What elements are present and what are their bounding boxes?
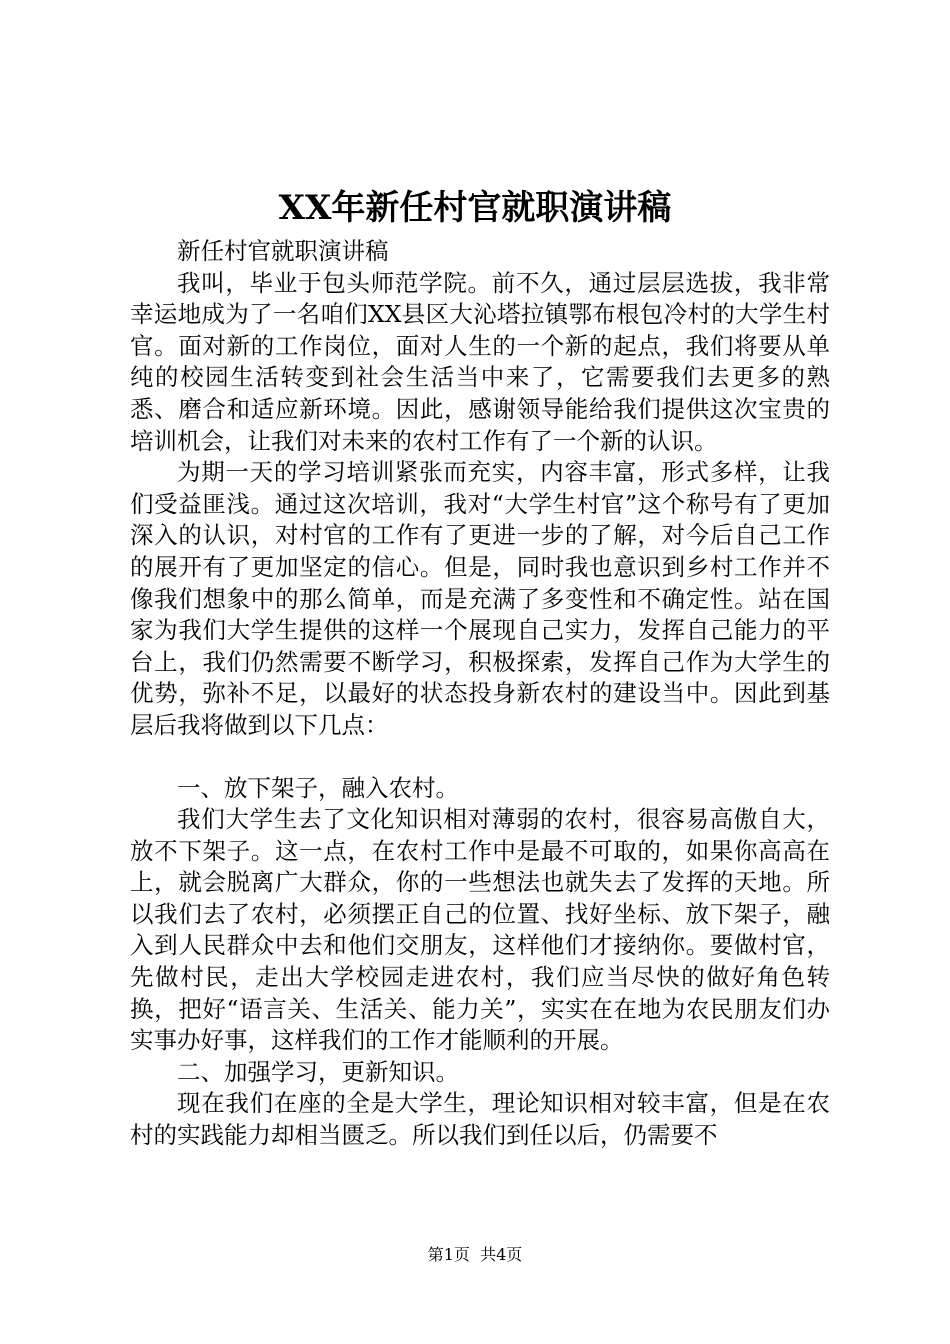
body-paragraph: 我叫，毕业于包头师范学院。前不久，通过层层选拔，我非常幸运地成为了一名咱们XX县区大沁塔拉镇鄂布根包冷村的大学生村官。面对新的工作岗位，面对人生的一个新的起点，我们将要从单纯的校园生活转变到社会生活当中来了，它需要我们去更多的熟悉、磨合和适应新环境。因此，感谢领导能给我们提供这次宝贵的培训机会，让我们对未来的农村工作有了一个新的认识。 (130, 268, 830, 455)
section-heading: 二、加强学习，更新知识。 (177, 1057, 459, 1086)
body-paragraph: 现在我们在座的全是大学生，理论知识相对较丰富，但是在农村的实践能力却相当匮乏。所以我们到任以后，仍需要不 (130, 1089, 830, 1150)
page-number: 第1页 (427, 1245, 470, 1264)
subtitle-paragraph: 新任村官就职演讲稿 (177, 237, 389, 265)
page-total: 共4页 (480, 1245, 523, 1264)
document-body (130, 236, 830, 1152)
document-title: XX年新任村官就职演讲稿 (278, 188, 672, 228)
page-footer (0, 1244, 950, 1266)
body-paragraph: 为期一天的学习培训紧张而充实，内容丰富，形式多样，让我们受益匪浅。通过这次培训，我对“大学生村官”这个称号有了更加深入的认识，对村官的工作有了更进一步的了解，对今后自己工作的展开有了更加坚定的信心。但是，同时我也意识到乡村工作并不像我们想象中的那么简单，而是充满了多变性和不确定性。站在国家为我们大学生提供的这样一个展现自己实力，发挥自己能力的平台上，我们仍然需要不断学习，积极探索，发挥自己作为大学生的优势，弥补不足，以最好的状态投身新农村的建设当中。因此到基层后我将做到以下几点： (130, 458, 830, 739)
body-paragraph: 我们大学生去了文化知识相对薄弱的农村，很容易高傲自大，放不下架子。这一点，在农村工作中是最不可取的，如果你高高在上，就会脱离广大群众，你的一些想法也就失去了发挥的天地。所以我们去了农村，必须摆正自己的位置、找好坐标、放下架子，融入到人民群众中去和他们交朋友，这样他们才接纳你。要做村官，先做村民，走出大学校园走进农村，我们应当尽快的做好角色转换，把好“语言关、生活关、能力关”，实实在在地为农民朋友们办实事办好事，这样我们的工作才能顺利的开展。 (130, 805, 830, 1055)
section-heading: 一、放下架子，融入农村。 (177, 773, 459, 802)
